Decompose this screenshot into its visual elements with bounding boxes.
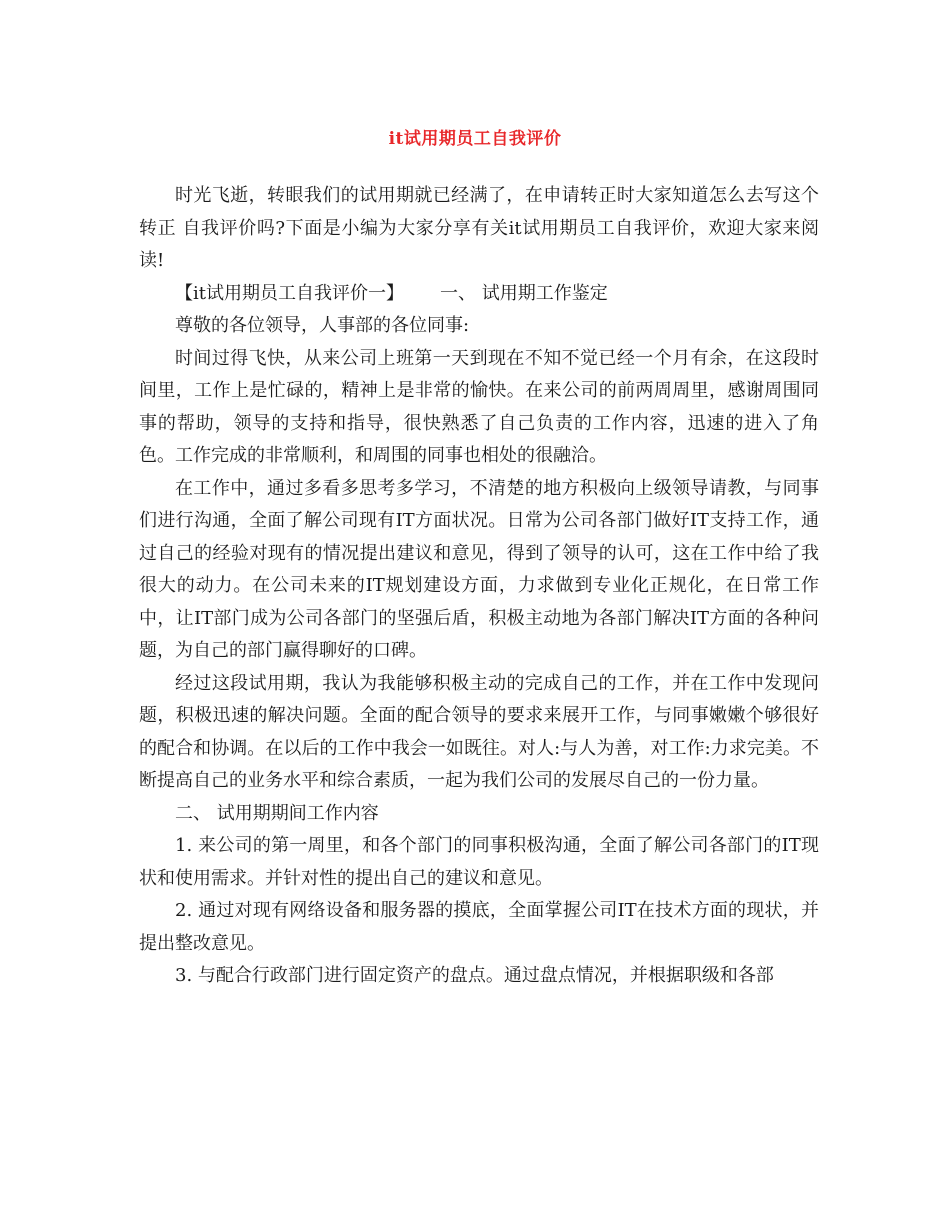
body-paragraph-3: 经过这段试用期，我认为我能够积极主动的完成自己的工作，并在工作中发现问题，积极迅速的解决问题。全面的配合领导的要求来展开工作，与同事嫩嫩个够很好的配合和协调。在以后的工作中我会一如既往。对人:与人为善，对工作:力求完美。不断提高自己的业务水平和综合素质，一起为我们公司的发展尽自己的一份力量。 (139, 672, 819, 791)
salutation: 尊敬的各位领导，人事部的各位同事: (175, 315, 470, 336)
document-body (139, 180, 819, 993)
section-two-heading: 二、 试用期期间工作内容 (175, 802, 379, 824)
intro-paragraph: 时光飞逝，转眼我们的试用期就已经满了，在申请转正时大家知道怎么去写这个转正 自我评价吗?下面是小编为大家分享有关it试用期员工自我评价，欢迎大家来阅读! (139, 185, 819, 271)
section-heading (139, 278, 819, 311)
list-item-2: 2. 通过对现有网络设备和服务器的摸底，全面掌握公司IT在技术方面的现状，并提出整改意见。 (139, 900, 819, 954)
list-item-3: 3. 与配合行政部门进行固定资产的盘点。通过盘点情况，并根据职级和各部 (175, 965, 774, 986)
section-heading-subtitle: 一、 试用期工作鉴定 (440, 282, 608, 304)
section-heading-label: 【it试用期员工自我评价一】 (175, 282, 404, 304)
body-paragraph-1: 时间过得飞快，从来公司上班第一天到现在不知不觉已经一个月有余，在这段时间里，工作上是忙碌的，精神上是非常的愉快。在来公司的前两周周里，感谢周围同事的帮助，领导的支持和指导，很快熟悉了自己负责的工作内容，迅速的进入了角色。工作完成的非常顺利，和周围的同事也相处的很融洽。 (139, 347, 819, 466)
list-item-1: 1. 来公司的第一周里，和各个部门的同事积极沟通，全面了解公司各部门的IT现状和使用需求。并针对性的提出自己的建议和意见。 (139, 835, 819, 889)
body-paragraph-2: 在工作中，通过多看多思考多学习，不清楚的地方积极向上级领导请教，与同事们进行沟通，全面了解公司现有IT方面状况。日常为公司各部门做好IT支持工作，通过自己的经验对现有的情况提出建议和意见，得到了领导的认可，这在工作中给了我很大的动力。在公司未来的IT规划建设方面，力求做到专业化正规化，在日常工作中，让IT部门成为公司各部门的坚强后盾，积极主动地为各部门解决IT方面的各种问题，为自己的部门赢得聊好的口碑。 (139, 477, 819, 661)
document-title: it试用期员工自我评价 (388, 129, 562, 149)
